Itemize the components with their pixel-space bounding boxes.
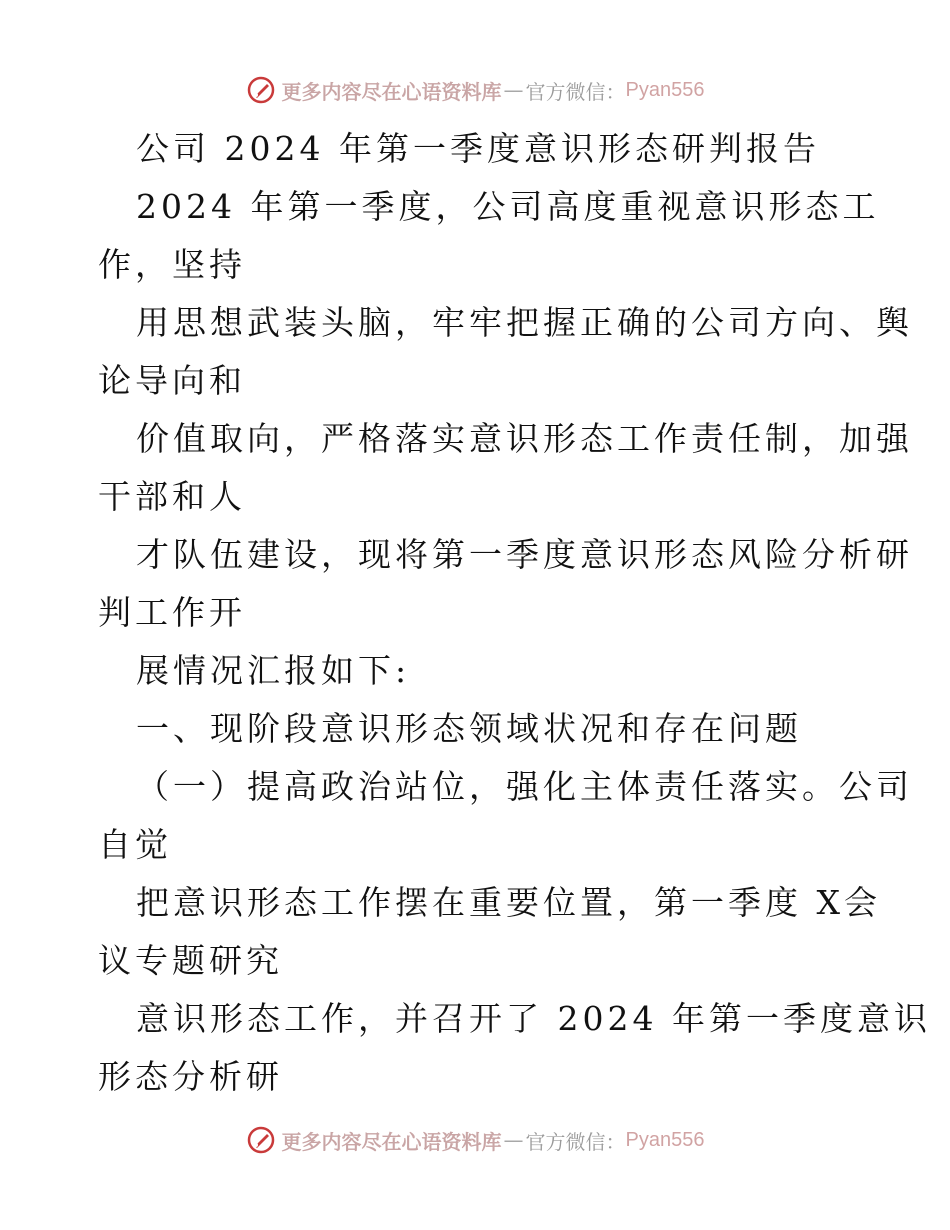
watermark-wechat-label: 官方微信：	[525, 79, 626, 104]
footer-watermark	[0, 1120, 950, 1160]
watermark-wechat-handle: Pyan556	[625, 78, 705, 101]
document-line: （一）提高政治站位，强化主体责任落实。公司	[136, 767, 913, 806]
quill-logo-icon	[246, 75, 276, 105]
document-line: 自觉	[98, 825, 172, 864]
header-watermark	[0, 70, 950, 110]
watermark-wechat-label: 官方微信：	[525, 1129, 626, 1154]
document-line: 才队伍建设，现将第一季度意识形态风险分析研	[136, 535, 913, 574]
document-line: 2024 年第一季度，公司高度重视意识形态工	[136, 187, 880, 226]
watermark-separator: —	[503, 1128, 524, 1152]
document-body	[98, 120, 931, 1106]
document-line: 形态分析研	[98, 1057, 283, 1096]
document-line: 一、现阶段意识形态领域状况和存在问题	[136, 709, 802, 748]
document-line: 论导向和	[98, 361, 246, 400]
watermark-text: 更多内容尽在心语资料库	[281, 1129, 502, 1154]
document-line: 用思想武装头脑，牢牢把握正确的公司方向、舆	[136, 303, 913, 342]
document-line: 公司 2024 年第一季度意识形态研判报告	[136, 129, 820, 168]
document-line: 作，坚持	[98, 245, 246, 284]
watermark-wechat-handle: Pyan556	[625, 1128, 705, 1151]
quill-logo-icon	[246, 1125, 276, 1155]
document-line: 把意识形态工作摆在重要位置，第一季度 X会	[136, 883, 881, 922]
document-line: 价值取向，严格落实意识形态工作责任制，加强	[136, 419, 913, 458]
document-line: 意识形态工作，并召开了 2024 年第一季度意识	[136, 999, 931, 1038]
document-line: 展情况汇报如下:	[136, 651, 411, 690]
watermark-text: 更多内容尽在心语资料库	[281, 79, 502, 104]
watermark-separator: —	[503, 78, 524, 102]
document-line: 判工作开	[98, 593, 246, 632]
document-line: 议专题研究	[98, 941, 283, 980]
document-line: 干部和人	[98, 477, 246, 516]
